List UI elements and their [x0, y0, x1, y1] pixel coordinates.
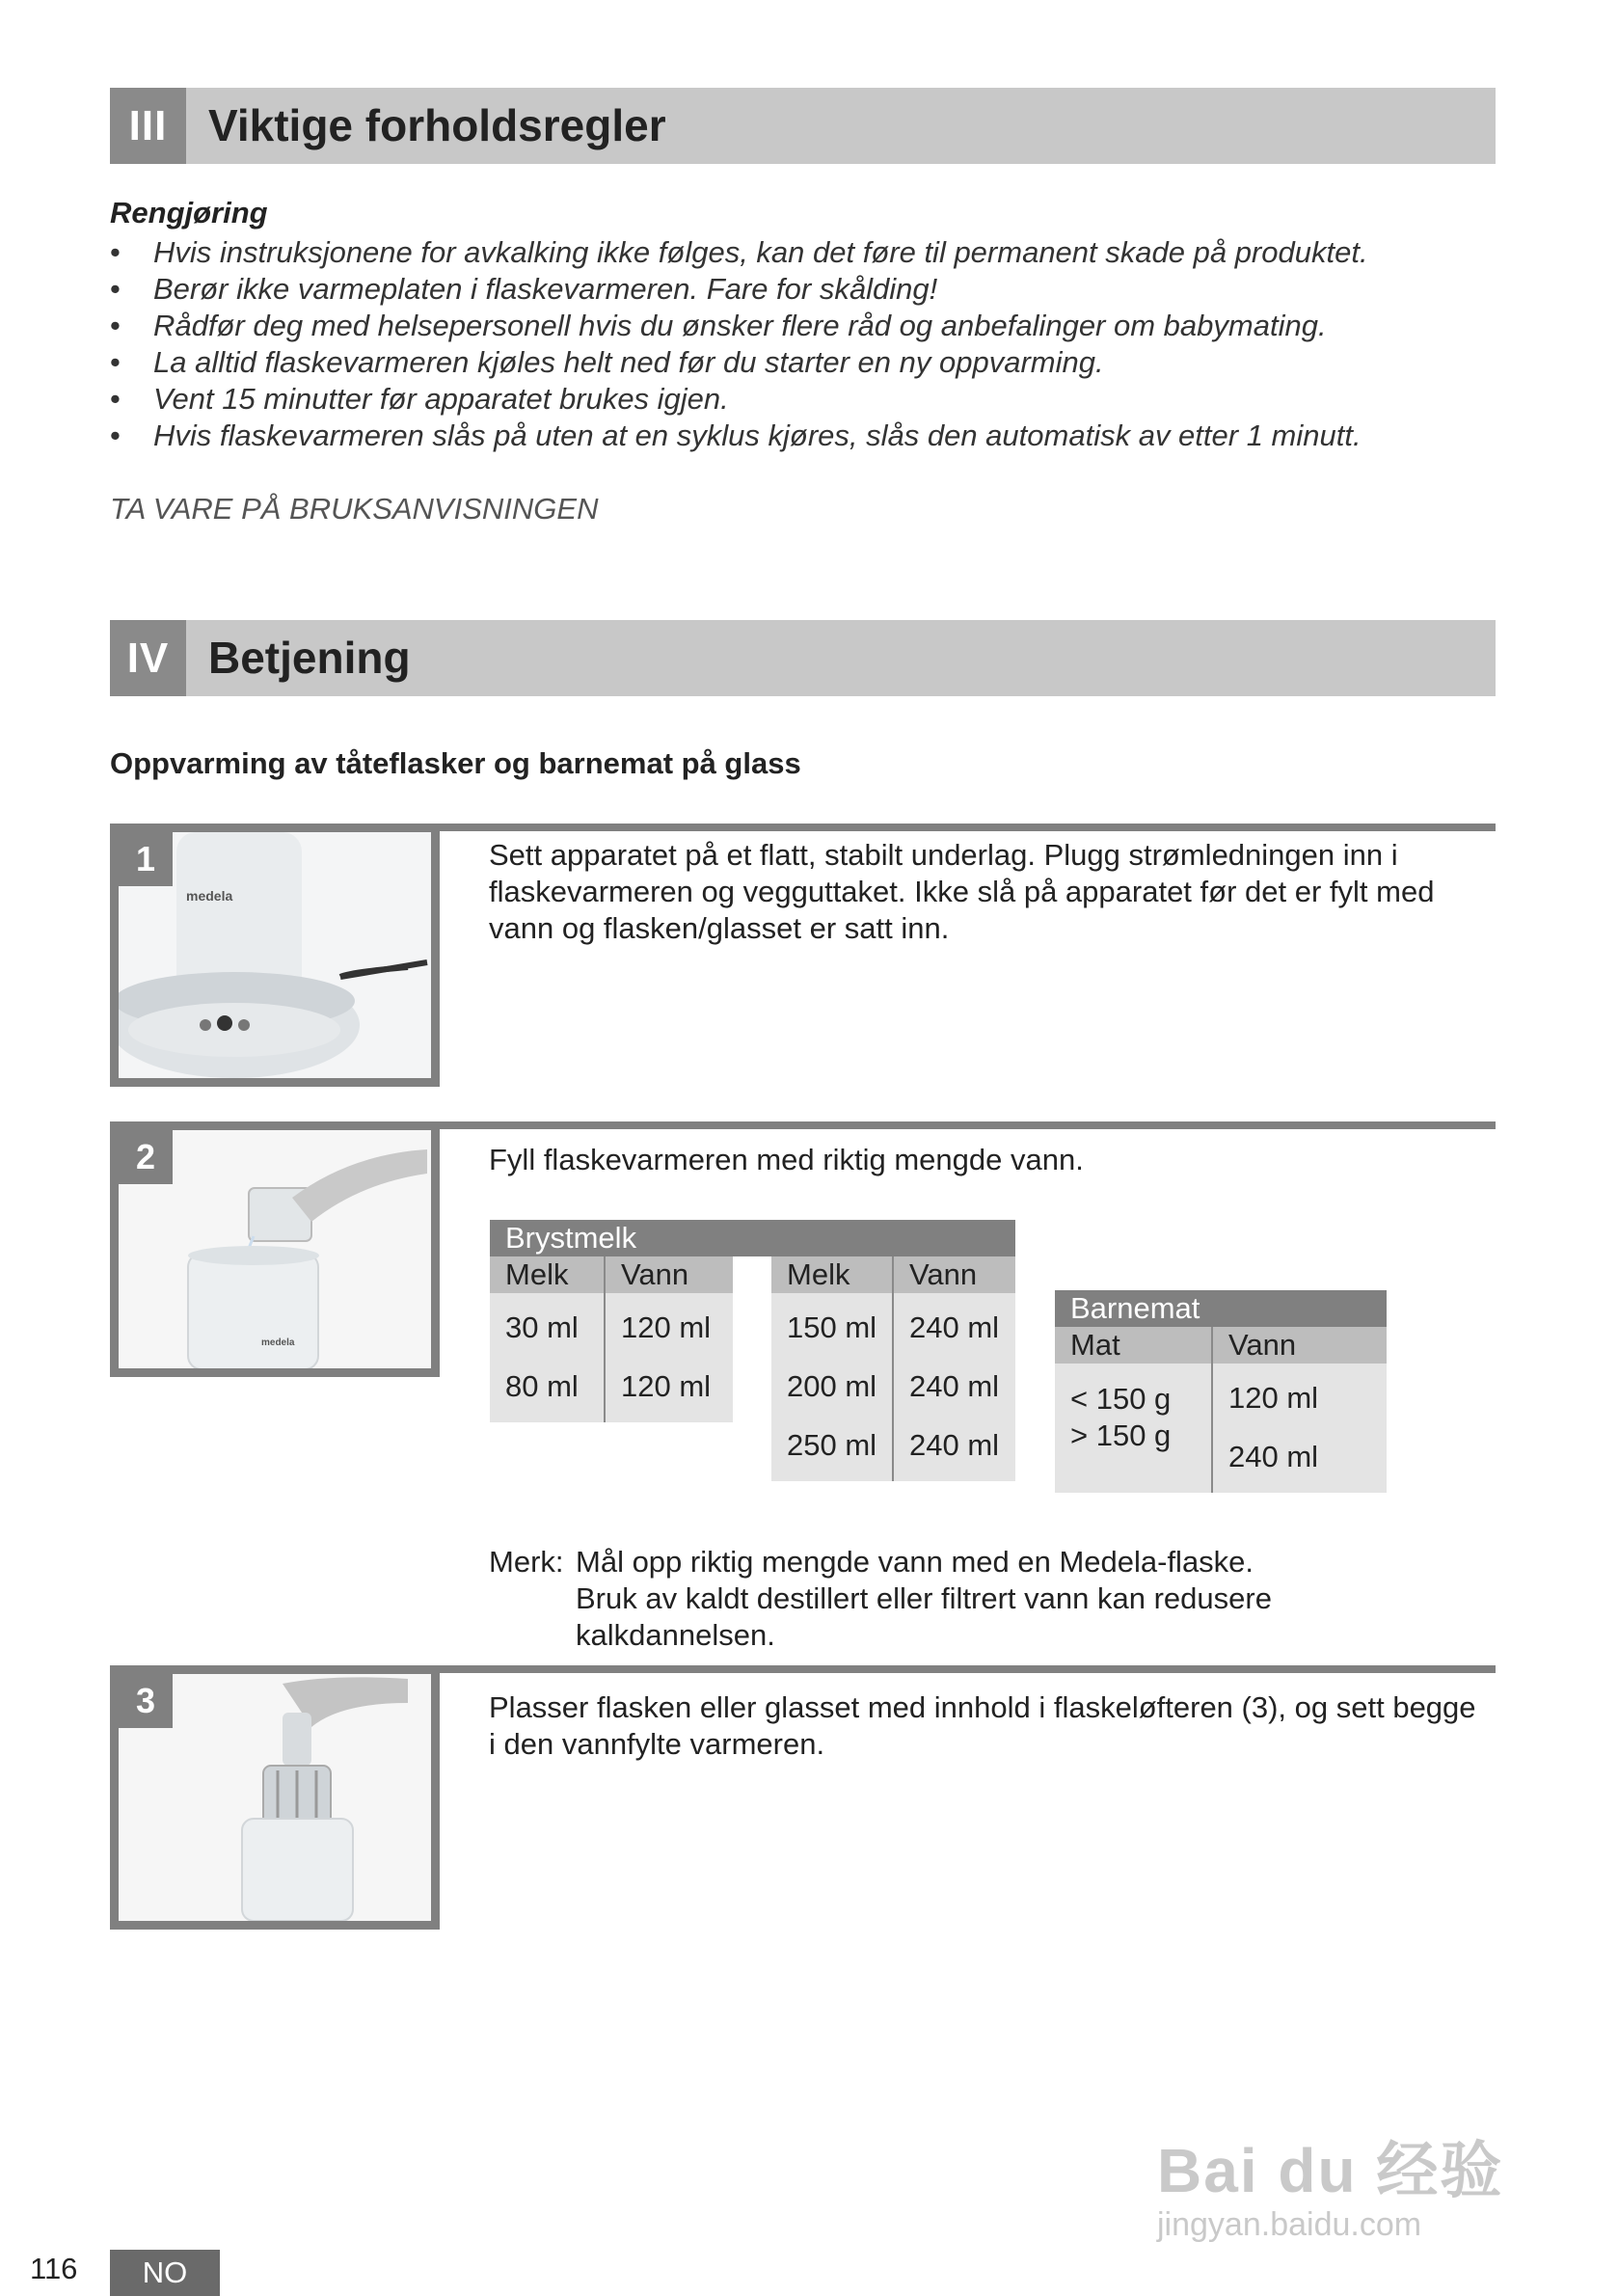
keep-instructions-note: TA VARE PÅ BRUKSANVISNINGEN [110, 492, 599, 526]
table-cell: 120 ml [621, 1310, 712, 1344]
step-3-text: Plasser flasken eller glasset med innhold i flaskeløfteren (3), og sett begge i den vannfylte varmeren. [489, 1690, 1476, 1761]
subheading-cleaning: Rengjøring [110, 196, 268, 230]
step-number: 2 [119, 1130, 173, 1184]
watermark [1157, 2121, 1503, 2244]
table-cell: 80 ml [505, 1369, 579, 1403]
list-item: • Vent 15 minutter før apparatet brukes igjen. [110, 382, 729, 416]
note-label: Merk: [489, 1545, 564, 1579]
section-header-4 [110, 620, 1496, 696]
column-header: Melk [490, 1256, 606, 1293]
step-number: 3 [119, 1674, 173, 1728]
step-2-image [110, 1121, 440, 1377]
table-title: Brystmelk [490, 1220, 1015, 1256]
section-title: Betjening [208, 633, 411, 683]
table-cell: 150 ml [787, 1310, 877, 1344]
brand-label: medela [186, 888, 233, 904]
step-2-text: Fyll flaskevarmeren med riktig mengde vann. [489, 1143, 1084, 1176]
breastmilk-table-right [771, 1256, 1015, 1481]
table-title: Barnemat [1055, 1290, 1387, 1327]
note-line: Mål opp riktig mengde vann med en Medela-flaske. [576, 1545, 1254, 1579]
operation-subtitle: Oppvarming av tåteflasker og barnemat på glass [110, 746, 801, 780]
table-cell: 120 ml [1228, 1381, 1319, 1415]
precaution-list [110, 234, 1489, 454]
step-number: 1 [119, 832, 173, 886]
column-header: Melk [771, 1256, 894, 1293]
table-cell: 30 ml [505, 1310, 579, 1344]
list-item: • Hvis flaskevarmeren slås på uten at en syklus kjøres, slås den automatisk av etter 1 minutt. [110, 419, 1362, 452]
note-block [489, 1544, 1482, 1660]
babyfood-table [1055, 1290, 1387, 1493]
list-item: • La alltid flaskevarmeren kjøles helt ned før du starter en ny oppvarming. [110, 345, 1104, 379]
section-header-3 [110, 88, 1496, 164]
section-number: IV [110, 620, 186, 696]
table-cell: > 150 g [1070, 1418, 1172, 1452]
step-1-image [110, 824, 440, 1087]
table-cell: 200 ml [787, 1369, 877, 1403]
table-cell: 240 ml [909, 1428, 1000, 1462]
column-header: Vann [621, 1257, 689, 1291]
page-number: 116 [30, 2252, 78, 2285]
table-cell: 240 ml [909, 1369, 1000, 1403]
table-cell: 240 ml [1228, 1440, 1319, 1473]
list-item: • Berør ikke varmeplaten i flaskevarmeren. Fare for skålding! [110, 272, 938, 306]
table-cell: < 150 g [1070, 1382, 1172, 1416]
step-3-image [110, 1665, 440, 1930]
step-1-text: Sett apparatet på et flatt, stabilt underlag. Plugg strømledningen inn i flaskevarmeren og vegguttaket. Ikke slå på apparatet før det er fylt med vann og flasken/glasset er satt inn. [489, 838, 1435, 945]
section-number: III [110, 88, 186, 164]
breastmilk-table [490, 1220, 1015, 1481]
table-cell: 250 ml [787, 1428, 877, 1462]
column-header: Mat [1055, 1327, 1213, 1364]
column-header: Vann [1228, 1328, 1297, 1362]
language-badge: NO [110, 2250, 220, 2296]
list-item: • Rådfør deg med helsepersonell hvis du ønsker flere råd og anbefalinger om babymating. [110, 309, 1327, 342]
brand-label: medela [261, 1337, 295, 1348]
watermark-url: jingyan.baidu.com [1157, 2206, 1422, 2243]
watermark-brand: Bai du 经验 [1157, 2136, 1504, 2205]
section-title: Viktige forholdsregler [208, 100, 666, 150]
note-line: Bruk av kaldt destillert eller filtrert vann kan redusere kalkdannelsen. [576, 1581, 1272, 1652]
table-cell: 240 ml [909, 1310, 1000, 1344]
table-cell: 120 ml [621, 1369, 712, 1403]
breastmilk-table-left [490, 1256, 733, 1422]
list-item: • Hvis instruksjonene for avkalking ikke følges, kan det føre til permanent skade på produktet. [110, 235, 1368, 269]
column-header: Vann [909, 1257, 978, 1291]
